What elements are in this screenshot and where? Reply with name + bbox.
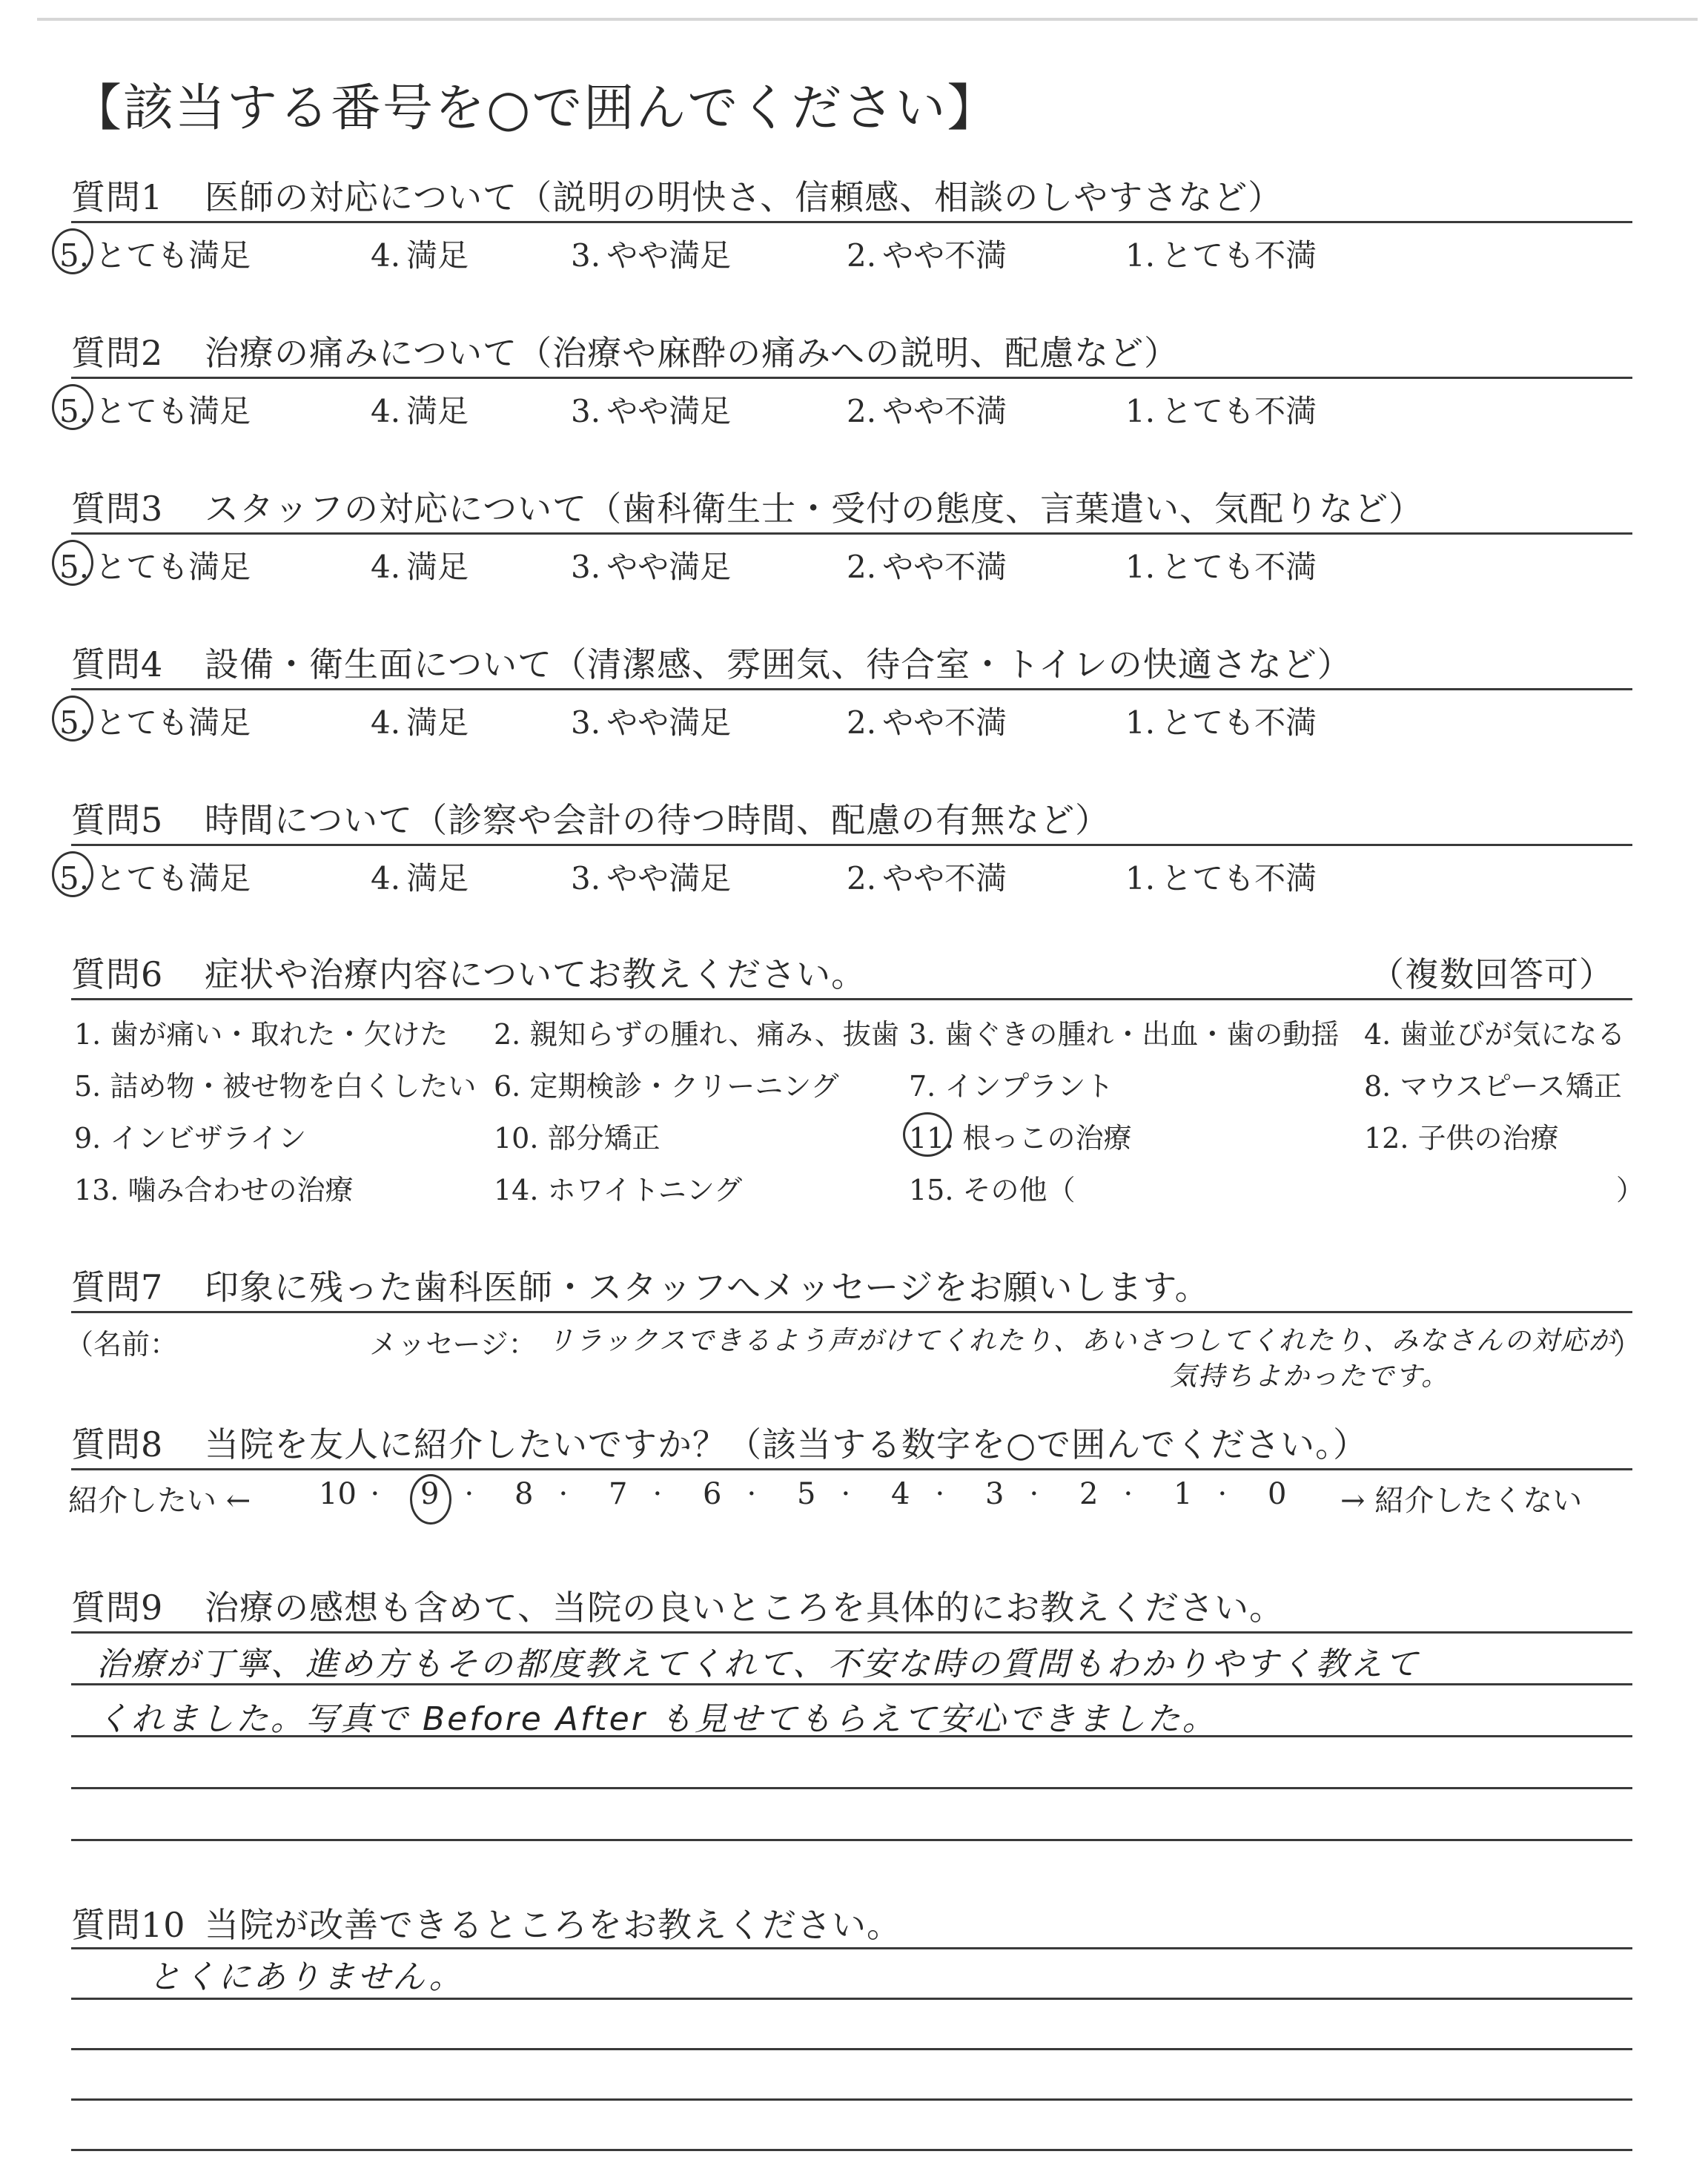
q3-option-4[interactable] [371, 543, 469, 587]
q2-option-3[interactable] [571, 387, 731, 432]
option-number: 1. [1125, 549, 1156, 585]
q9-answer-line1: 治療が丁寧、進め方もその都度教えてくれて、不安な時の質問もわかりやすく教えて [96, 1645, 1420, 1683]
q10-line-4 [71, 2098, 1632, 2101]
q3-option-3[interactable] [571, 543, 731, 587]
q6-item-8[interactable]: 8. マウスピース矯正 [1364, 1070, 1622, 1103]
q8-scale-9[interactable]: 9 [420, 1477, 440, 1511]
q7-message-label: メッセージ： [369, 1328, 537, 1361]
q6-item-7[interactable]: 7. インプラント [909, 1070, 1114, 1103]
option-label: 満足 [406, 860, 469, 896]
q9-text: 治療の感想も含めて、当院の良いところを具体的にお教えください。 [205, 1588, 1285, 1628]
option-number: 1. [1125, 860, 1156, 896]
option-number: 5. [59, 704, 90, 741]
q1-number: 質問1 [71, 177, 164, 217]
q7-close-paren: ） [1613, 1328, 1642, 1361]
option-label: やや満足 [606, 237, 732, 274]
q6-selected-circle [903, 1112, 952, 1157]
option-label: とても満足 [95, 393, 251, 429]
option-number: 2. [847, 704, 877, 741]
q9-heading [71, 1581, 1284, 1630]
q2-text: 治療の痛みについて（治療や麻酔の痛みへの説明、配慮など） [205, 333, 1179, 373]
option-label: やや不満 [882, 704, 1007, 741]
option-label: やや不満 [882, 237, 1007, 274]
q4-answer-circle [52, 696, 93, 742]
option-number: 5. [59, 393, 90, 429]
option-number: 3. [571, 549, 601, 585]
q8-scale-separator: · [464, 1477, 474, 1511]
q8-scale-6[interactable]: 6 [703, 1477, 722, 1511]
q10-answer-line1: とくにありません。 [148, 1958, 464, 1996]
q2-answer-circle [52, 384, 93, 430]
q6-note: （複数回答可） [1370, 954, 1614, 994]
q2-option-1[interactable] [1125, 387, 1317, 432]
q4-rule [71, 688, 1632, 690]
q8-scale-separator: · [652, 1477, 663, 1511]
option-label: とても満足 [95, 549, 251, 585]
q1-option-1[interactable] [1125, 231, 1317, 276]
q8-scale-separator: · [1123, 1477, 1133, 1511]
option-label: やや満足 [606, 393, 732, 429]
q10-heading [71, 1898, 901, 1947]
q8-scale-3[interactable]: 3 [985, 1477, 1004, 1511]
q3-heading [71, 482, 1423, 531]
option-number: 1. [1125, 237, 1156, 274]
option-number: 1. [1125, 704, 1156, 741]
option-number: 1. [1125, 393, 1156, 429]
q1-option-3[interactable] [571, 231, 731, 276]
option-label: やや満足 [606, 860, 732, 896]
option-label: 満足 [406, 549, 469, 585]
q9-line-4 [71, 1787, 1632, 1789]
q4-number: 質問4 [71, 644, 164, 684]
option-number: 3. [571, 393, 601, 429]
q8-selected-circle [410, 1474, 451, 1525]
q2-heading [71, 326, 1179, 375]
q8-scale-5[interactable]: 5 [797, 1477, 816, 1511]
q6-item-14[interactable]: 14. ホワイトニング [494, 1174, 743, 1206]
option-number: 2. [847, 860, 877, 896]
q8-number: 質問8 [71, 1424, 164, 1464]
q7-number: 質問7 [71, 1267, 164, 1307]
q6-rule [71, 998, 1632, 1000]
q8-scale-1[interactable]: 1 [1174, 1477, 1193, 1511]
q8-scale-separator: · [370, 1477, 380, 1511]
q8-scale-0[interactable]: 0 [1268, 1477, 1287, 1511]
option-label: やや満足 [606, 704, 732, 741]
q8-heading [71, 1418, 1368, 1467]
option-label: 満足 [406, 704, 469, 741]
q4-option-1[interactable] [1125, 698, 1317, 743]
q1-heading [71, 171, 1282, 219]
option-label: 満足 [406, 393, 469, 429]
q7-rule [71, 1311, 1632, 1313]
q2-number: 質問2 [71, 333, 164, 373]
q5-option-2[interactable] [847, 854, 1007, 899]
q6-item-1[interactable]: 1. 歯が痛い・取れた・欠けた [74, 1018, 448, 1051]
option-number: 2. [847, 237, 877, 274]
q9-answer-line2: くれました。写真で Before After も見せてもらえて安心できました。 [96, 1700, 1217, 1738]
q8-scale-separator: · [558, 1477, 569, 1511]
q10-line-2 [71, 1998, 1632, 2000]
q3-option-1[interactable] [1125, 543, 1317, 587]
option-label: とても不満 [1161, 704, 1317, 741]
option-number: 2. [847, 549, 877, 585]
q6-item-16: ） [1616, 1174, 1645, 1206]
q9-line-5 [71, 1839, 1632, 1841]
q10-text: 当院が改善できるところをお教えください。 [205, 1905, 901, 1945]
q6-item-9[interactable]: 9. インビザライン [74, 1122, 307, 1155]
q7-text: 印象に残った歯科医師・スタッフへメッセージをお願いします。 [205, 1267, 1210, 1307]
q5-rule [71, 844, 1632, 846]
q3-rule [71, 532, 1632, 535]
option-label: とても満足 [95, 860, 251, 896]
q8-scale-8[interactable]: 8 [514, 1477, 534, 1511]
q5-number: 質問5 [71, 800, 164, 840]
option-number: 2. [847, 393, 877, 429]
option-label: やや不満 [882, 549, 1007, 585]
q6-item-15[interactable]: 15. その他（ [909, 1174, 1076, 1206]
option-label: 満足 [406, 237, 469, 274]
q3-number: 質問3 [71, 489, 164, 529]
q2-rule [71, 377, 1632, 379]
q6-item-12[interactable]: 12. 子供の治療 [1364, 1122, 1559, 1155]
option-label: とても満足 [95, 704, 251, 741]
q5-heading [71, 793, 1110, 842]
q6-item-3[interactable]: 3. 歯ぐきの腫れ・出血・歯の動揺 [909, 1018, 1340, 1051]
q7-message-line1: リラックスできるよう声がけてくれたり、あいさつしてくれたり、みなさんの対応が [547, 1326, 1617, 1356]
option-number: 5. [59, 860, 90, 896]
q5-text: 時間について（診察や会計の待つ時間、配慮の有無など） [205, 800, 1110, 840]
q7-heading [71, 1261, 1210, 1309]
option-label: とても不満 [1161, 237, 1317, 274]
q8-rule [71, 1468, 1632, 1470]
option-label: やや満足 [606, 549, 732, 585]
q8-scale-separator: · [1029, 1477, 1039, 1511]
top-edge-line [37, 18, 1698, 21]
q8-scale-7[interactable]: 7 [609, 1477, 628, 1511]
q7-message-line2: 気持ちよかったです。 [1170, 1361, 1450, 1392]
q6-text: 症状や治療内容についてお教えください。 [205, 954, 867, 994]
q3-text: スタッフの対応について（歯科衛生士・受付の態度、言葉遣い、気配りなど） [205, 489, 1424, 529]
q4-heading [71, 638, 1352, 687]
q8-scale-separator: · [1217, 1477, 1228, 1511]
q8-scale-separator: · [935, 1477, 945, 1511]
q10-line-1 [71, 1947, 1632, 1949]
q9-line-3 [71, 1735, 1632, 1737]
q4-option-2[interactable] [847, 698, 1007, 743]
page-title: 【該当する番号を○で囲んでください】 [71, 79, 999, 138]
q9-line-1 [71, 1631, 1632, 1634]
q8-right-label: → 紹介したくない [1340, 1484, 1583, 1518]
q1-text: 医師の対応について（説明の明快さ、信頼感、相談のしやすさなど） [205, 177, 1283, 217]
q8-left-label: 紹介したい ← [68, 1484, 251, 1518]
q9-number: 質問9 [71, 1588, 164, 1628]
q10-number: 質問10 [71, 1905, 186, 1945]
q1-option-2[interactable] [847, 231, 1007, 276]
option-label: とても不満 [1161, 393, 1317, 429]
q1-rule [71, 221, 1632, 223]
q6-item-5[interactable]: 5. 詰め物・被せ物を白くしたい [74, 1070, 477, 1103]
q8-scale-10[interactable]: 10 [319, 1477, 357, 1511]
option-label: とても不満 [1161, 860, 1317, 896]
option-number: 4. [371, 237, 401, 274]
option-number: 4. [371, 549, 401, 585]
q1-answer-circle [52, 228, 93, 274]
q6-item-2[interactable]: 2. 親知らずの腫れ、痛み、抜歯 [494, 1018, 899, 1051]
q2-option-4[interactable] [371, 387, 469, 432]
q4-text: 設備・衛生面について（清潔感、雰囲気、待合室・トイレの快適さなど） [205, 644, 1352, 684]
q6-item-4[interactable]: 4. 歯並びが気になる [1364, 1018, 1626, 1051]
option-number: 4. [371, 393, 401, 429]
q10-line-5 [71, 2149, 1632, 2151]
q4-option-3[interactable] [571, 698, 731, 743]
q6-item-10[interactable]: 10. 部分矯正 [494, 1122, 661, 1155]
option-number: 4. [371, 704, 401, 741]
q4-option-4[interactable] [371, 698, 469, 743]
option-label: とても満足 [95, 237, 251, 274]
q7-name-label: （名前： [65, 1328, 179, 1361]
option-number: 5. [59, 549, 90, 585]
q8-scale-4[interactable]: 4 [891, 1477, 910, 1511]
q3-option-2[interactable] [847, 543, 1007, 587]
q6-item-13[interactable]: 13. 噛み合わせの治療 [74, 1174, 354, 1206]
q8-text: 当院を友人に紹介したいですか？（該当する数字を○で囲んでください。） [205, 1424, 1368, 1464]
option-number: 3. [571, 704, 601, 741]
option-number: 3. [571, 237, 601, 274]
option-number: 4. [371, 860, 401, 896]
q8-scale-2[interactable]: 2 [1079, 1477, 1099, 1511]
q10-line-3 [71, 2048, 1632, 2050]
q1-option-4[interactable] [371, 231, 469, 276]
q5-answer-circle [52, 851, 93, 897]
q9-line-2 [71, 1683, 1632, 1685]
q8-scale-separator: · [747, 1477, 757, 1511]
option-number: 5. [59, 237, 90, 274]
q2-option-2[interactable] [847, 387, 1007, 432]
option-label: やや不満 [882, 393, 1007, 429]
option-label: とても不満 [1161, 549, 1317, 585]
q6-item-11[interactable]: 11. 根っこの治療 [909, 1122, 1132, 1155]
q5-option-1[interactable] [1125, 854, 1317, 899]
q6-item-6[interactable]: 6. 定期検診・クリーニング [494, 1070, 839, 1103]
q5-option-4[interactable] [371, 854, 469, 899]
q5-option-3[interactable] [571, 854, 731, 899]
option-label: やや不満 [882, 860, 1007, 896]
q6-heading [71, 948, 866, 997]
q8-scale-separator: · [841, 1477, 851, 1511]
q6-number: 質問6 [71, 954, 164, 994]
q3-answer-circle [52, 540, 93, 586]
option-number: 3. [571, 860, 601, 896]
